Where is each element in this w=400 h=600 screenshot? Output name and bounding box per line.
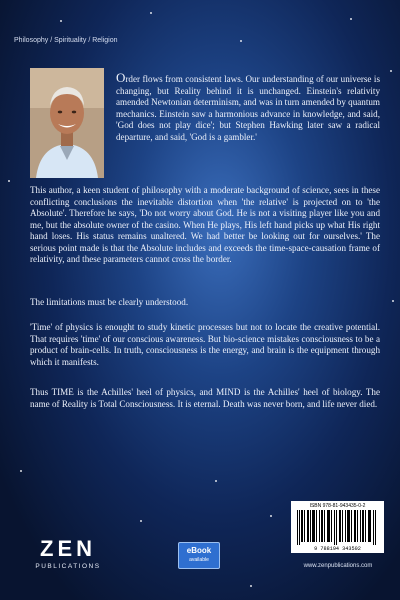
category-label: Philosophy / Spirituality / Religion	[14, 37, 118, 44]
publisher-logo-mark: ZEN	[40, 536, 96, 561]
isbn-text: ISBN 978-81-943435-0-2	[309, 503, 366, 509]
body-paragraph-limitations: The limitations must be clearly understood.	[30, 297, 189, 307]
barcode-bars	[297, 510, 378, 545]
publisher-logo-sub: PUBLICATIONS	[35, 563, 101, 570]
author-photo	[30, 68, 104, 178]
ebook-badge-sub: available	[189, 557, 209, 563]
publisher-url: www.zenpublications.com	[303, 563, 373, 569]
intro-paragraph	[116, 72, 380, 143]
body-paragraph-author: This author, a keen student of philosophy with a moderate background of science, sees in these conflicting conclusions the inevitable distortion when 'the relative' is projected on to 'the Absolute'. Therefore he says, 'Do not worry about God. He is not a visiting player like you and me, but the absolute owner of the casino. When He plays, His left hand picks up what His right hand loses. His status remains unaltered. We had better be looking out for ourselves.' The serious point made is that the Absolute includes and exceeds the time-space-causation frame of relativity, and these parameters cannot cross the border.	[30, 185, 380, 264]
body-paragraph-time: 'Time' of physics is enought to study kinetic processes but not to locate the creative potential. That requires 'time' of our conscious awareness. But bio-science mistakes consciousness to be a product of brain-cells. In truth, consciousness is the energy, and brain is the equipment through which it manifests.	[30, 322, 380, 367]
ebook-badge-title: eBook	[186, 546, 212, 555]
body-paragraph-conclusion: Thus TIME is the Achilles' heel of physics, and MIND is the Achilles' heel of biology. The name of Reality is Total Consciousness. It is eternal. Death was never born, and life never died.	[30, 387, 380, 409]
ebook-badge	[178, 542, 220, 569]
drop-cap: O	[116, 70, 126, 85]
isbn-barcode	[291, 501, 384, 553]
publisher-logo	[20, 538, 116, 570]
barcode-digits: 9 788194 343502	[314, 546, 361, 552]
intro-text: rder flows from consistent laws. Our understanding of our universe is changing, but Reality behind it is unchanged. Einstein's relativity amended Newtonian determinism, and was in turn amended by quantum mechanics. Einstein saw a harmonious advance in knowledge, and said, 'God does not play dice'; but Stephen Hawking later saw a radical departure, and said, 'God is a gambler.'	[116, 74, 380, 142]
